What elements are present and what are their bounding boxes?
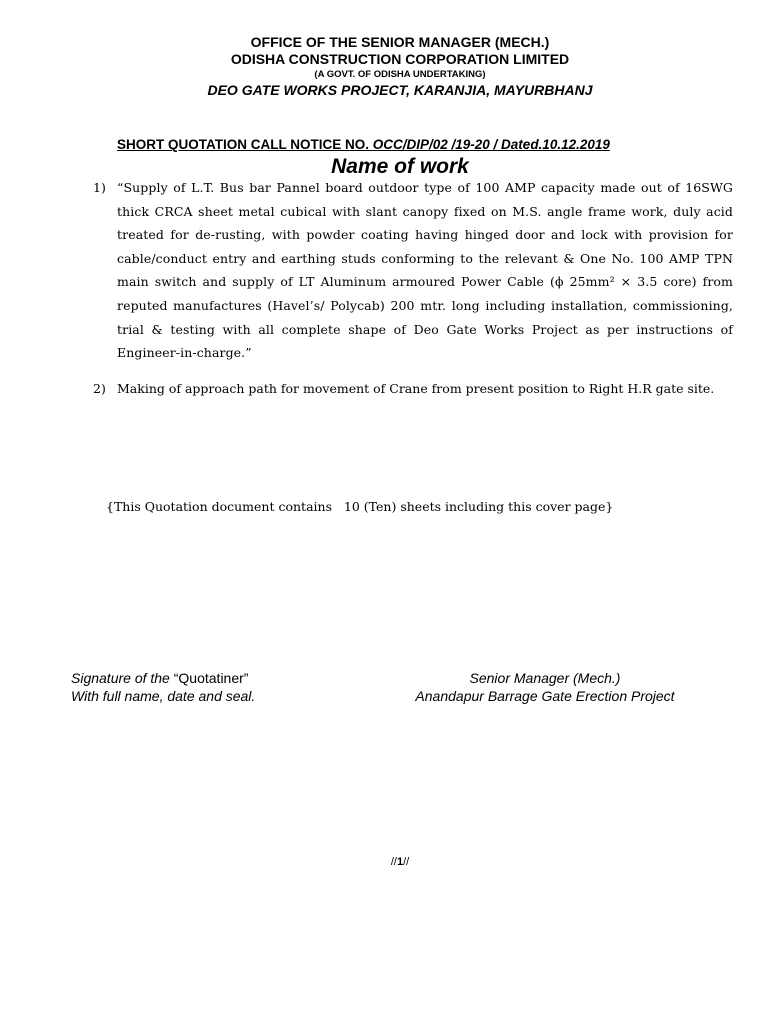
work-items-list [93,176,733,400]
letterhead [0,34,770,99]
page-number [0,855,770,869]
notice-reference: OCC/DIP/02 /19-20 / Dated.10.12.2019 [372,137,610,152]
manager-project: Anandapur Barrage Gate Erection Project [415,688,675,704]
manager-signature-block [380,669,710,705]
notice-heading [117,137,610,153]
signature-prefix: Signature of the [71,670,174,686]
notice-label: SHORT QUOTATION CALL NOTICE NO. [117,137,373,152]
signature-line-1 [71,669,255,687]
item-number: 1) [93,180,106,195]
signature-quoted: “Quotatiner” [173,670,249,686]
list-item [93,377,733,401]
work-title: Name of work [331,155,469,178]
item-text: Making of approach path for movement of Crane from present position to Right H.R gate site. [117,380,715,396]
project-name: DEO GATE WORKS PROJECT, KARANJIA, MAYURBHANJ [207,82,593,98]
item-number: 2) [93,380,106,396]
page-number-suffix: // [403,856,410,868]
organization-subtitle: (A GOVT. OF ODISHA UNDERTAKING) [314,69,486,80]
manager-title: Senior Manager (Mech.) [469,670,621,686]
page-number-value: 1 [396,856,404,868]
sheet-count-note: {This Quotation document contains 10 (Ten) sheets including this cover page} [106,499,614,514]
item-text: “Supply of L.T. Bus bar Pannel board outdoor type of 100 AMP capacity made out of 16SWG thick CRCA sheet metal cubical with slant canopy fixed on M.S. angle frame work, duly acid treated for de-rusting, with powder coating having hinged door and lock with provision for cable/conduct entry and earthing studs conforming to the relevant & One No. 100 AMP TPN main switch and supply of LT Aluminum armoured Power Cable (ϕ 25mm² × 3.5 core) from reputed manufactures (Havel’s/ Polycab) 200 mtr. long including installation, commissioning, trial & testing with all complete shape of Deo Gate Works Project as per instructions of Engineer-in-charge.” [117,180,733,361]
signature-line-2: With full name, date and seal. [71,688,256,704]
list-item [93,176,733,365]
quotationer-signature-block [71,669,255,705]
organization-name: ODISHA CONSTRUCTION CORPORATION LIMITED [230,51,570,67]
office-name: OFFICE OF THE SENIOR MANAGER (MECH.) [250,34,550,50]
page-number-prefix: // [390,856,397,868]
